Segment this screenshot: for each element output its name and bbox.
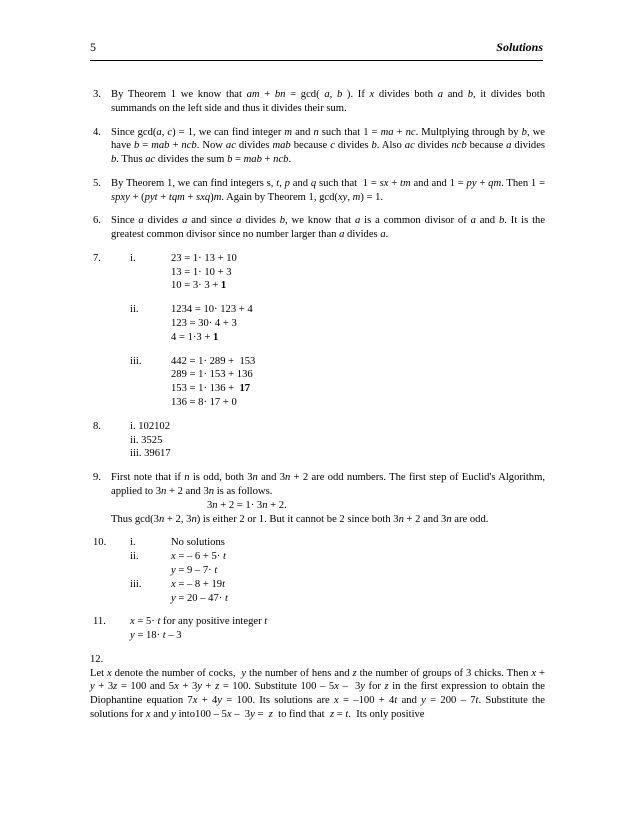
equation: 4 = 1·3 + 1 (171, 331, 219, 343)
page-number: 5 (90, 40, 96, 54)
solution-number: 3. (93, 89, 101, 100)
equation: y = 20 – 47· t (171, 592, 228, 604)
solution-number: 5. (93, 177, 101, 189)
equation: 123 = 30· 4 + 3 (171, 318, 237, 330)
solution-6 (93, 214, 545, 242)
equation: 442 = 1· 289 + 153 (171, 355, 256, 367)
solution-12 (90, 653, 545, 722)
equation: x = – 6 + 5· t (171, 551, 226, 563)
solution-text: By Theorem 1 we know that am + bn = gcd( a, b ). If x divides both a and b, it divides both summands on the left side and thus it divides their sum. (111, 89, 546, 114)
solution-9 (93, 471, 545, 512)
part-label: ii. (130, 551, 139, 563)
equation: 10 = 3· 3 + 1 (171, 280, 227, 292)
solution-3 (93, 88, 545, 116)
equation: 136 = 8· 17 + 0 (171, 397, 237, 409)
answer-line: No solutions (171, 537, 225, 549)
solution-number: 8. (93, 420, 101, 432)
solution-number: 12. (90, 653, 104, 665)
part-label: ii. (130, 304, 139, 316)
solution-8 (93, 420, 545, 461)
equation: 23 = 1· 13 + 10 (171, 252, 237, 264)
part-label: iii. (130, 355, 142, 367)
solution-number: 6. (93, 215, 101, 227)
equation: x = 5· t for any positive integer t (130, 616, 268, 628)
solution-number: 10. (93, 537, 107, 549)
part-label: iii. (130, 578, 142, 590)
solution-10 (93, 536, 545, 605)
answer-line: ii. 3525 (130, 434, 163, 446)
solution-text: Since gcd(a, c) = 1, we can find integer m and n such that 1 = ma + nc. Multplying through by b, we have b = mab + ncb. Now ac divides mab because c divides b. Also ac divides ncb because a divides b. Thus ac divides the sum b = mab + ncb. (111, 126, 546, 166)
equation: 289 = 1· 153 + 136 (171, 369, 253, 381)
solution-text: Since a divides a and since a divides b, we know that a is a common divisor of a and b. It is the greatest common divisor since no number larger than a divides a. (111, 215, 546, 241)
header-rule (90, 60, 543, 61)
equation: 153 = 1· 136 + 17 (171, 383, 251, 395)
answer-line: iii. 39617 (130, 448, 171, 460)
solution-number: 7. (93, 252, 101, 264)
solution-number: 4. (93, 126, 101, 138)
equation: y = 9 – 7· t (171, 564, 218, 576)
part-label: i. (130, 537, 136, 549)
solution-9-conclusion: Thus gcd(3n + 2, 3n) is either 2 or 1. But it cannot be 2 since both 3n + 2 and 3n are odd. (111, 513, 489, 525)
equation: 3n + 2 = 1· 3n + 2. (207, 499, 287, 511)
answer-line: i. 102102 (130, 420, 171, 432)
equation: 1234 = 10· 123 + 4 (171, 304, 253, 316)
equation: y = 18· t – 3 (130, 630, 182, 642)
solution-4 (93, 126, 545, 167)
running-title: Solutions (496, 40, 543, 54)
part-label: i. (130, 252, 136, 264)
page-header (90, 40, 543, 56)
equation: 13 = 1· 10 + 3 (171, 266, 232, 278)
equation: x = – 8 + 19t (171, 578, 226, 590)
solution-number: 9. (93, 472, 101, 484)
solution-11 (93, 615, 545, 643)
solution-number: 11. (93, 616, 106, 628)
solution-text: First note that if n is odd, both 3n and 3n + 2 are odd numbers. The first step of Euclid's Algorithm, applied to 3n + 2 and 3n is as follows. (111, 472, 545, 498)
solution-text: By Theorem 1, we can find integers s, t, p and q such that 1 = sx + tm and and 1 = py + qm. Then 1 = spxy + (pyt + tqm + sxq)m. Again by Theorem 1, gcd(xy, m) = 1. (111, 177, 546, 203)
solution-7 (93, 252, 545, 410)
solution-5 (93, 177, 545, 205)
solution-text: Let x denote the number of cocks, y the number of hens and z the number of groups of 3 chicks. Then x + y + 3z = 100 and 5x + 3y + z = 100. Substitute 100 – 5x – 3y for z in the first expression to obtain the Diophantine equation 7x + 4y = 100. Its solutions are x = –100 + 4t and y = 200 – 7t. Substitute the solutions for x and y into100 – 5x – 3y = z to find that z = t. Its only positive (90, 667, 546, 720)
solutions-body (90, 88, 546, 722)
